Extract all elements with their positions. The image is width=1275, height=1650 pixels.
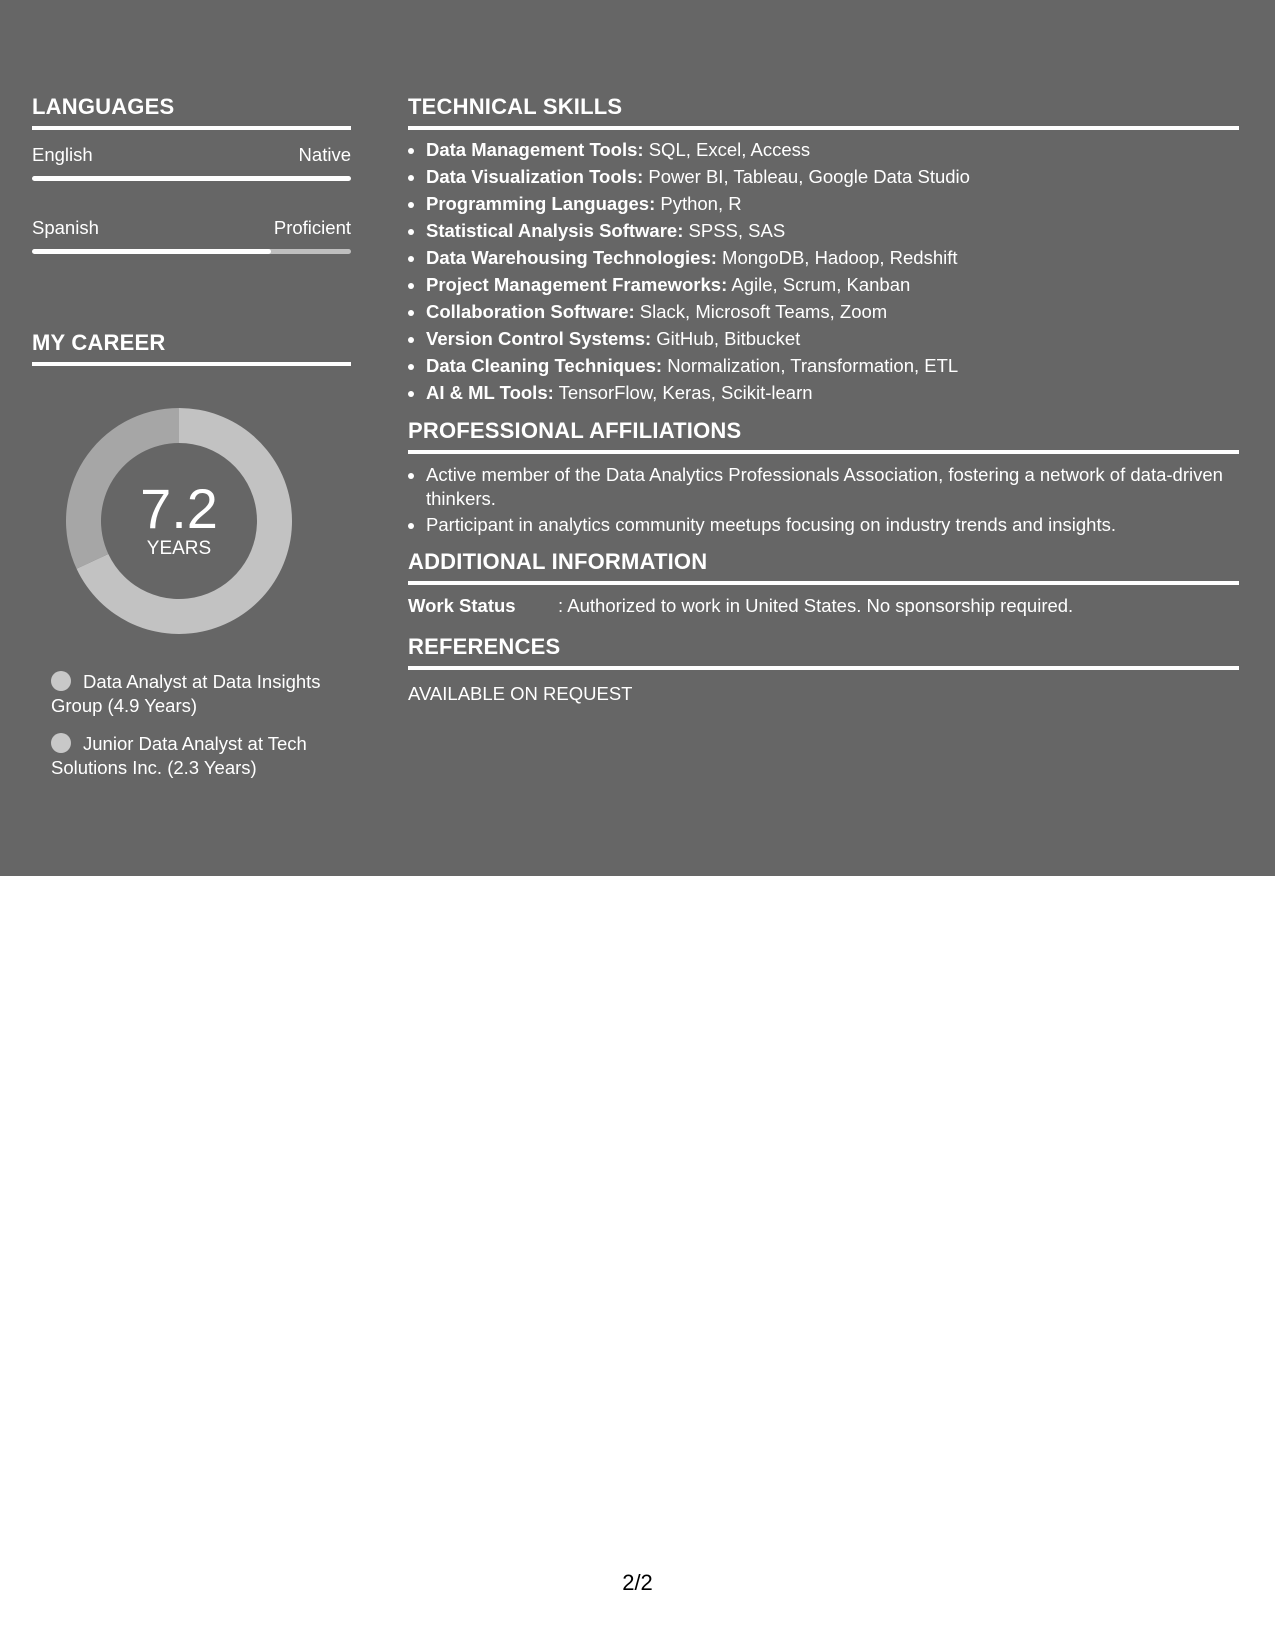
references-heading: REFERENCES — [408, 634, 1239, 670]
career-item-label: Data Analyst at Data Insights Group (4.9 Years) — [51, 671, 321, 716]
career-legend-item — [51, 670, 341, 718]
skill-values: TensorFlow, Keras, Scikit-learn — [553, 382, 813, 403]
skill-category: Data Visualization Tools: — [426, 166, 644, 187]
skill-values: SPSS, SAS — [683, 220, 786, 241]
technical-skills-heading: TECHNICAL SKILLS — [408, 94, 1239, 130]
skill-values: MongoDB, Hadoop, Redshift — [716, 247, 958, 268]
language-level-bar — [32, 249, 351, 254]
work-status-value: : Authorized to work in United States. No sponsorship required. — [558, 595, 1074, 616]
language-name: English — [32, 144, 93, 165]
skill-item — [426, 190, 1239, 217]
references-text: AVAILABLE ON REQUEST — [408, 683, 633, 704]
skill-item — [426, 352, 1239, 379]
career-legend — [51, 670, 351, 780]
language-level-bar — [32, 176, 351, 181]
skill-category: Statistical Analysis Software: — [426, 220, 684, 241]
right-column — [408, 94, 1239, 706]
career-heading: MY CAREER — [32, 330, 351, 366]
language-level-fill — [32, 176, 351, 181]
affiliations-heading: PROFESSIONAL AFFILIATIONS — [408, 418, 1239, 454]
skill-item — [426, 136, 1239, 163]
left-column — [32, 94, 351, 780]
affiliation-item: • Participant in analytics community meetups focusing on industry trends and insights. — [426, 513, 1239, 537]
career-total-unit: YEARS — [146, 538, 212, 559]
skill-values: Normalization, Transformation, ETL — [662, 355, 959, 376]
skill-item — [426, 298, 1239, 325]
skill-category: AI & ML Tools: — [426, 382, 554, 403]
skill-category: Programming Languages: — [426, 193, 656, 214]
language-level-fill — [32, 249, 271, 254]
page-number: 2/2 — [622, 1570, 653, 1595]
language-item — [32, 144, 351, 181]
affiliation-item: • Active member of the Data Analytics Professionals Association, fostering a network of data-driven thinkers. — [426, 463, 1239, 511]
career-item-label: Junior Data Analyst at Tech Solutions Inc. (2.3 Years) — [51, 733, 307, 778]
skill-values: Agile, Scrum, Kanban — [727, 274, 911, 295]
skill-item — [426, 163, 1239, 190]
career-item-text — [51, 732, 341, 780]
skill-item — [426, 271, 1239, 298]
skill-category: Collaboration Software: — [426, 301, 635, 322]
career-total — [66, 477, 292, 560]
skill-item — [426, 325, 1239, 352]
skill-category: Data Warehousing Technologies: — [426, 247, 717, 268]
skill-category: Data Cleaning Techniques: — [426, 355, 663, 376]
skill-values: Python, R — [655, 193, 742, 214]
languages-heading: LANGUAGES — [32, 94, 351, 130]
language-item — [32, 217, 351, 254]
technical-skills-list — [408, 136, 1239, 406]
work-status-label: Work Status — [408, 595, 516, 616]
language-level: Native — [298, 144, 351, 165]
career-legend-item — [51, 732, 341, 780]
affiliations-list — [408, 463, 1239, 537]
legend-dot-icon — [51, 733, 71, 753]
language-level: Proficient — [273, 217, 351, 238]
career-total-value: 7.2 — [140, 477, 218, 540]
skill-values: Slack, Microsoft Teams, Zoom — [634, 301, 888, 322]
work-status-row — [408, 594, 1239, 618]
skill-item — [426, 379, 1239, 406]
skill-values: SQL, Excel, Access — [643, 139, 811, 160]
legend-dot-icon — [51, 671, 71, 691]
additional-info-heading: ADDITIONAL INFORMATION — [408, 549, 1239, 585]
skill-category: Data Management Tools: — [426, 139, 644, 160]
skill-category: Project Management Frameworks: — [426, 274, 728, 295]
skill-item — [426, 217, 1239, 244]
career-item-text — [51, 670, 341, 718]
language-name: Spanish — [32, 217, 99, 238]
career-donut — [66, 408, 292, 634]
skill-values: Power BI, Tableau, Google Data Studio — [643, 166, 970, 187]
skill-category: Version Control Systems: — [426, 328, 652, 349]
skill-values: GitHub, Bitbucket — [651, 328, 801, 349]
skill-item — [426, 244, 1239, 271]
